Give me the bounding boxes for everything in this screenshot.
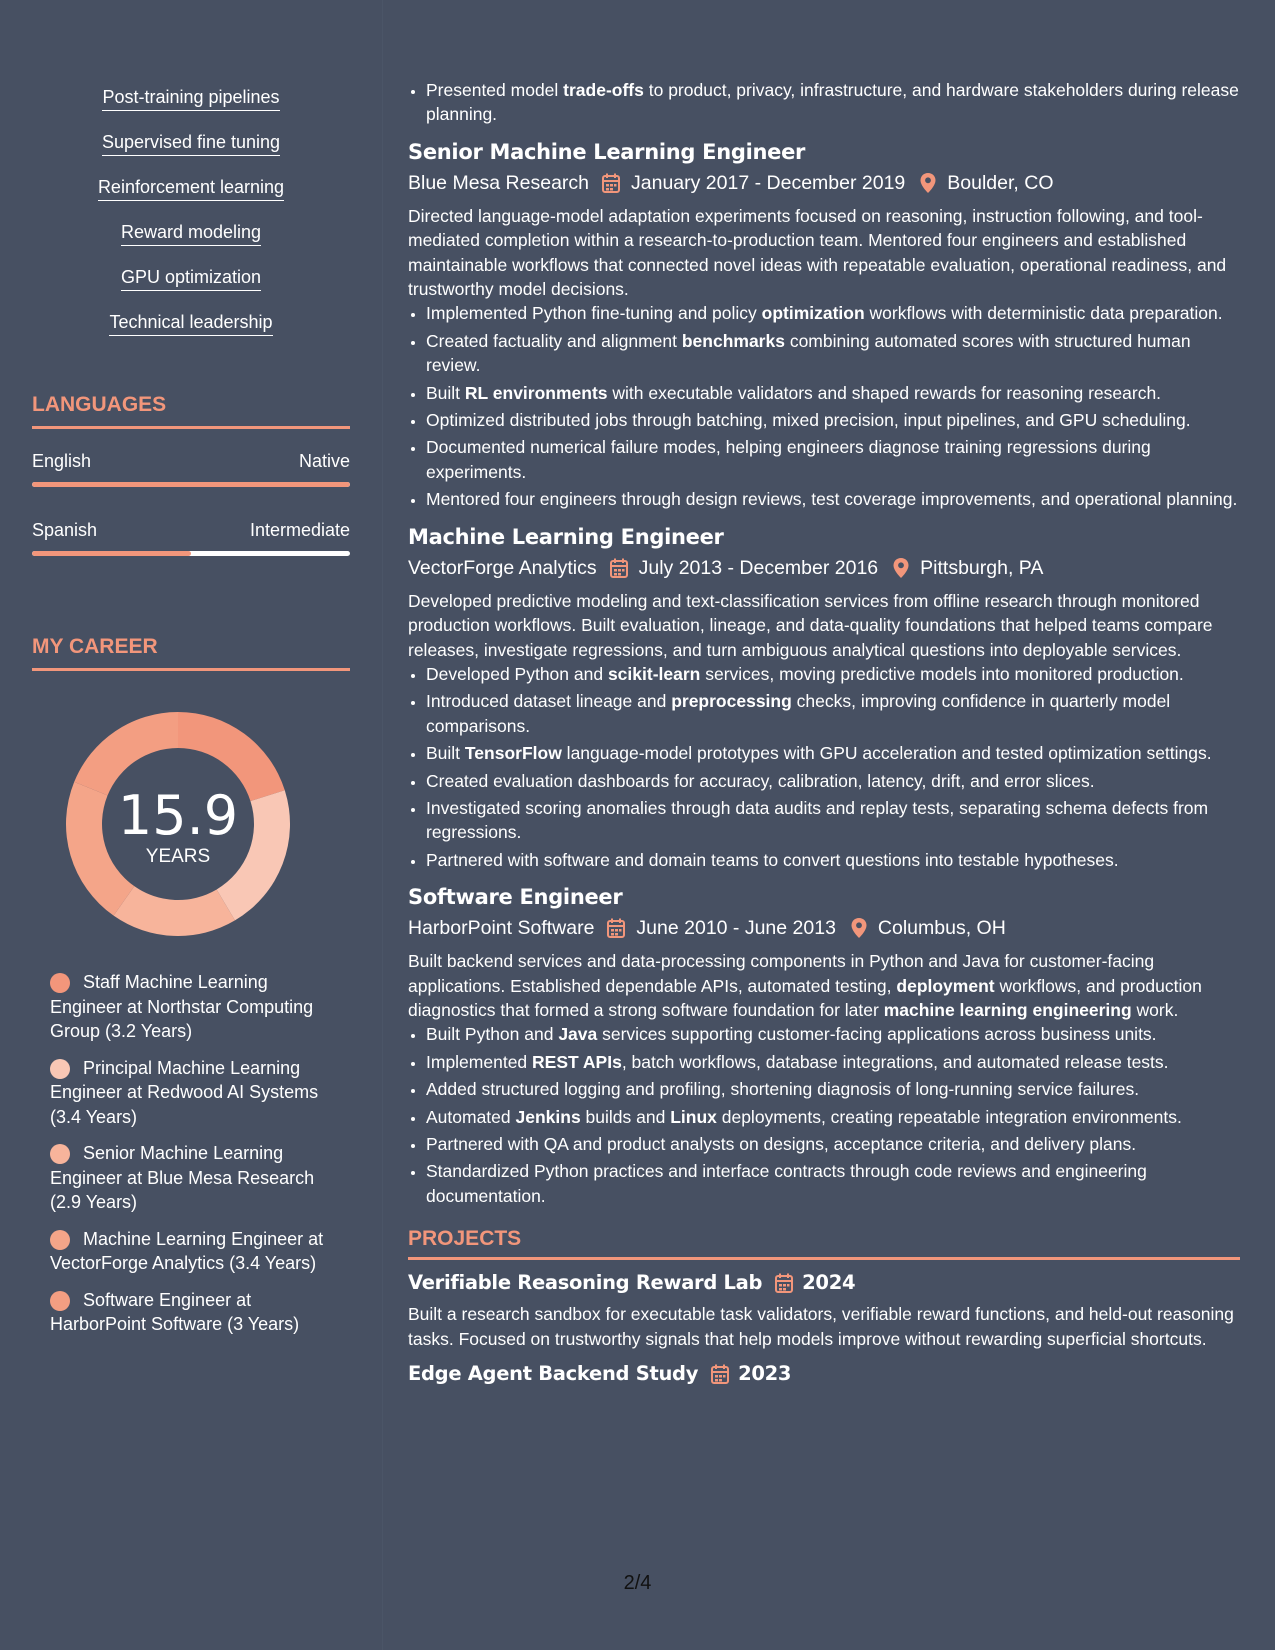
bullet-item: • Implemented Python fine-tuning and policy optimization workflows with deterministic data preparation. <box>426 301 1240 325</box>
bullet-item: • Presented model trade-offs to product, privacy, infrastructure, and hardware stakeholders during release planning. <box>426 78 1240 127</box>
language-item <box>32 450 350 487</box>
job-location: Boulder, CO <box>947 171 1054 194</box>
job-bullets <box>408 662 1240 872</box>
career-total-value: 15.9 <box>117 784 239 847</box>
language-proficiency-bar <box>32 482 350 487</box>
skill-label: Reinforcement learning <box>98 176 284 201</box>
project-title-row <box>408 1360 1240 1388</box>
languages-heading: LANGUAGES <box>32 392 350 429</box>
skill-item <box>32 131 350 176</box>
language-proficiency-bar <box>32 551 350 556</box>
map-pin-icon <box>919 172 939 194</box>
legend-label: Software Engineer at HarborPoint Software (3 Years) <box>50 1289 300 1334</box>
calendar-icon <box>710 1363 730 1385</box>
bullet-item: • Implemented REST APIs, batch workflows, database integrations, and automated release tests. <box>426 1050 1240 1074</box>
job-meta <box>408 169 1240 197</box>
skill-item <box>32 266 350 311</box>
job-location: Columbus, OH <box>877 917 1006 940</box>
project-entry <box>408 1360 1240 1388</box>
bullet-item: • Documented numerical failure modes, helping engineers diagnose training regressions during experiments. <box>426 435 1240 484</box>
bullet-item: • Mentored four engineers through design reviews, test coverage improvements, and operational planning. <box>426 487 1240 511</box>
skills-list <box>32 86 350 356</box>
career-legend-item <box>50 970 340 1044</box>
job-title: Software Engineer <box>408 885 623 910</box>
project-entry <box>408 1269 1240 1351</box>
job-entry <box>408 138 1240 512</box>
job-meta <box>408 554 1240 582</box>
job-company: HarborPoint Software <box>408 917 595 940</box>
legend-label: Principal Machine Learning Engineer at Redwood AI Systems (3.4 Years) <box>50 1057 319 1127</box>
skill-label: Reward modeling <box>121 221 261 246</box>
job-company: Blue Mesa Research <box>408 171 590 194</box>
project-name: Edge Agent Backend Study <box>408 1362 699 1386</box>
project-title-row <box>408 1269 1240 1297</box>
bullet-item: • Built RL environments with executable validators and shaped rewards for reasoning research. <box>426 381 1240 405</box>
language-item <box>32 519 350 556</box>
language-level: Intermediate <box>249 520 350 540</box>
job-dates: June 2010 - June 2013 <box>636 917 836 940</box>
skill-item <box>32 176 350 221</box>
column-divider <box>382 0 383 1650</box>
career-legend-item <box>50 1056 340 1130</box>
skill-label: GPU optimization <box>121 266 261 291</box>
job-bullets <box>408 1022 1240 1208</box>
main-content <box>408 78 1240 1388</box>
bullet-item: • Partnered with software and domain teams to convert questions into testable hypotheses. <box>426 848 1240 872</box>
project-year: 2024 <box>802 1271 856 1295</box>
skill-item <box>32 311 350 356</box>
legend-dot <box>50 973 70 993</box>
project-name: Verifiable Reasoning Reward Lab <box>408 1271 763 1295</box>
bullet-item: • Added structured logging and profiling, shortening diagnosis of long-running service failures. <box>426 1077 1240 1101</box>
donut-segment <box>74 712 178 795</box>
projects-heading: PROJECTS <box>408 1226 1240 1260</box>
bullet-item: • Built TensorFlow language-model prototypes with GPU acceleration and tested optimization settings. <box>426 741 1240 765</box>
language-proficiency-fill <box>32 551 191 556</box>
skill-item <box>32 86 350 131</box>
legend-dot <box>50 1059 70 1079</box>
career-legend-item <box>50 1288 340 1337</box>
legend-dot <box>50 1144 70 1164</box>
job-dates: January 2017 - December 2019 <box>631 171 906 194</box>
map-pin-icon <box>892 557 912 579</box>
job-bullets <box>408 301 1240 511</box>
career-legend-item <box>50 1227 340 1276</box>
job-description: Directed language-model adaptation experiments focused on reasoning, instruction following, and tool-mediated completion within a research-to-production team. Mentored four engineers and established maintainable workflows that connected novel ideas with repeatable evaluation, operational readiness, and trustworthy model decisions. <box>408 205 1227 300</box>
career-legend <box>50 970 340 1349</box>
legend-dot <box>50 1230 70 1250</box>
project-year: 2023 <box>738 1362 792 1386</box>
skill-label: Technical leadership <box>109 311 272 336</box>
map-pin-icon <box>850 917 870 939</box>
job-meta <box>408 914 1240 942</box>
bullet-item: • Introduced dataset lineage and preprocessing checks, improving confidence in quarterly model comparisons. <box>426 689 1240 738</box>
job-title: Machine Learning Engineer <box>408 524 724 549</box>
career-donut-chart <box>66 712 290 936</box>
job-title: Senior Machine Learning Engineer <box>408 139 806 164</box>
projects-list <box>408 1269 1240 1388</box>
previous-job-bullets <box>408 78 1240 127</box>
page-number: 2/4 <box>623 1572 652 1594</box>
language-level: Native <box>298 451 350 471</box>
job-entry <box>408 523 1240 872</box>
legend-label: Machine Learning Engineer at VectorForge Analytics (3.4 Years) <box>50 1228 324 1273</box>
career-total-unit: YEARS <box>145 846 211 867</box>
job-location: Pittsburgh, PA <box>920 556 1044 579</box>
language-name: English <box>32 451 92 471</box>
bullet-item: • Developed Python and scikit-learn services, moving predictive models into monitored production. <box>426 662 1240 686</box>
job-description: Built backend services and data-processing components in Python and Java for customer-facing applications. Established dependable APIs, automated testing, deployment workflows, and production diagnostics that formed a strong software foundation for later machine learning engineering work. <box>408 951 1202 1020</box>
calendar-icon <box>609 557 629 579</box>
project-description: Built a research sandbox for executable task validators, verifiable reward functions, and held-out reasoning tasks. Focused on trustworthy signals that help models improve without rewarding superficial shortcuts. <box>408 1304 1234 1349</box>
bullet-item: • Built Python and Java services supporting customer-facing applications across business units. <box>426 1022 1240 1046</box>
job-company: VectorForge Analytics <box>408 556 597 579</box>
skill-label: Supervised fine tuning <box>102 131 280 156</box>
bullet-item: • Investigated scoring anomalies through data audits and replay tests, separating schema defects from regressions. <box>426 796 1240 845</box>
donut-segment <box>114 886 235 936</box>
experience-list <box>408 138 1240 1208</box>
bullet-item: • Created factuality and alignment benchmarks combining automated scores with structured human review. <box>426 329 1240 378</box>
skill-label: Post-training pipelines <box>102 86 279 111</box>
career-heading: MY CAREER <box>32 634 350 671</box>
job-description: Developed predictive modeling and text-classification services from offline research through monitored production workflows. Built evaluation, lineage, and data-quality foundations that helped teams compare releases, investigate regressions, and turn ambiguous analytical questions into deployable services. <box>408 590 1213 660</box>
bullet-item: • Created evaluation dashboards for accuracy, calibration, latency, drift, and error slices. <box>426 769 1240 793</box>
calendar-icon <box>606 917 626 939</box>
legend-label: Senior Machine Learning Engineer at Blue Mesa Research (2.9 Years) <box>50 1143 315 1212</box>
bullet-item: • Optimized distributed jobs through batching, mixed precision, input pipelines, and GPU scheduling. <box>426 408 1240 432</box>
bullet-item: • Partnered with QA and product analysts on designs, acceptance criteria, and delivery plans. <box>426 1132 1240 1156</box>
language-name: Spanish <box>32 520 98 540</box>
legend-dot <box>50 1291 70 1311</box>
bullet-item: • Standardized Python practices and interface contracts through code reviews and engineering documentation. <box>426 1159 1240 1208</box>
calendar-icon <box>774 1272 794 1294</box>
job-entry <box>408 883 1240 1208</box>
skill-item <box>32 221 350 266</box>
calendar-icon <box>601 172 621 194</box>
bullet-item: • Automated Jenkins builds and Linux deployments, creating repeatable integration environments. <box>426 1105 1240 1129</box>
language-proficiency-fill <box>32 482 350 487</box>
legend-label: Staff Machine Learning Engineer at Northstar Computing Group (3.2 Years) <box>50 972 314 1041</box>
job-dates: July 2013 - December 2016 <box>638 556 879 579</box>
career-legend-item <box>50 1141 340 1215</box>
